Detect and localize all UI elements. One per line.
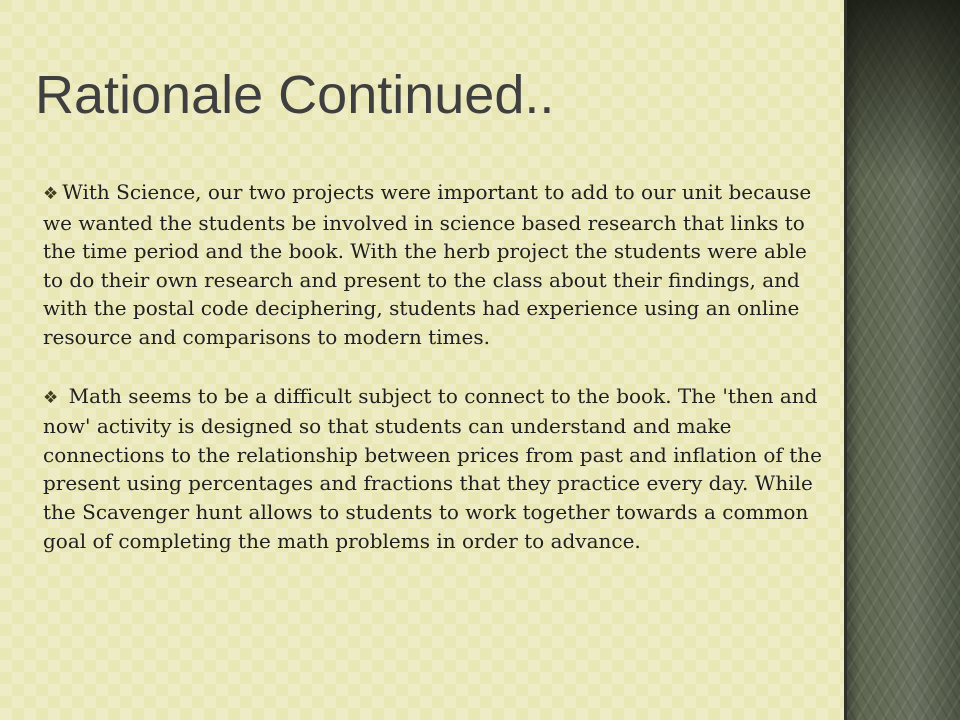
decorative-side-panel — [844, 0, 960, 720]
slide-title: Rationale Continued.. — [35, 65, 555, 125]
diamond-bullet-icon: ❖ — [43, 387, 59, 408]
paragraph-science-text: With Science, our two projects were important to add to our unit because we wanted the students be involved in science based research that links to the time period and the book. With the herb project the students were able to do their own research and present to the class about their findings, and with the postal code deciphering, students had experience using an online resource and comparisons to modern times. — [43, 180, 812, 349]
paragraph-science — [43, 178, 823, 352]
paragraph-math-text: Math seems to be a difficult subject to connect to the book. The 'then and now' activity is designed so that students can understand and make connections to the relationship between prices from past and inflation of the present using percentages and fractions that they practice every day. While the Scavenger hunt allows to students to work together towards a common goal of completing the math problems in order to advance. — [43, 383, 822, 553]
paragraph-math — [43, 382, 823, 556]
side-panel-shade — [844, 0, 960, 180]
slide-body — [43, 178, 823, 555]
side-panel-edge — [844, 0, 847, 720]
diamond-bullet-icon: ❖ — [43, 184, 59, 204]
